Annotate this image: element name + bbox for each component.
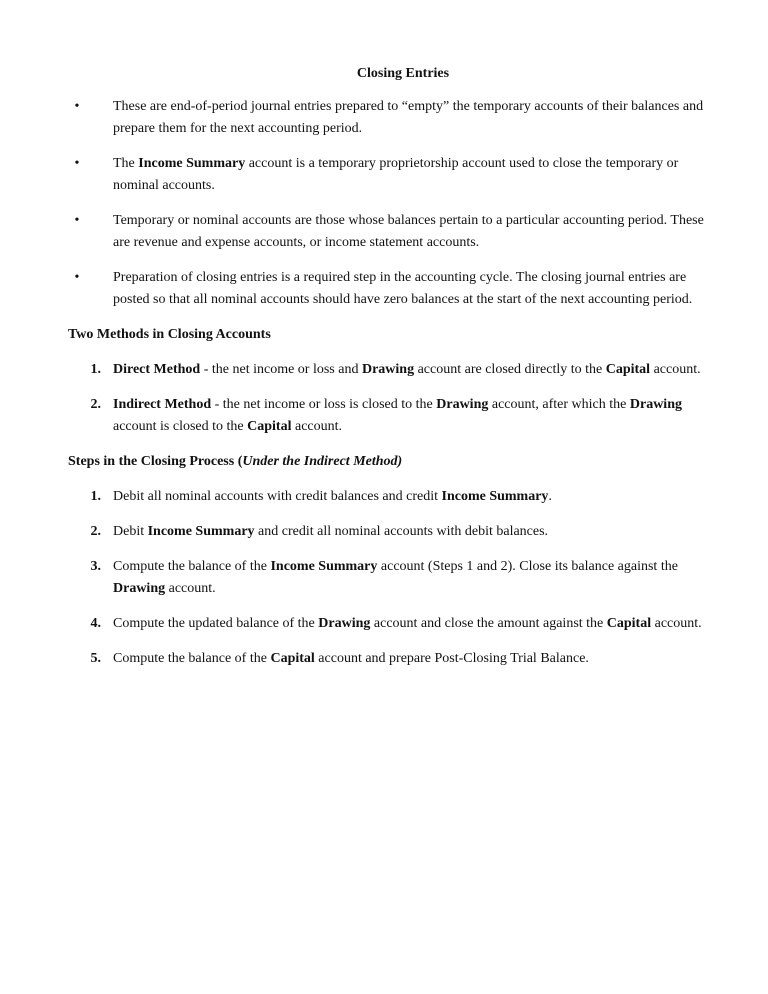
- step-item: [68, 613, 708, 635]
- bold-term: Capital: [605, 362, 651, 377]
- methods-heading: [68, 324, 708, 346]
- bold-term: Drawing: [629, 397, 682, 412]
- text-run: Debit: [113, 524, 148, 539]
- text-run: account.: [651, 616, 702, 631]
- item-number: 1.: [90, 489, 101, 504]
- italic-text: Under the Indirect Method): [242, 454, 403, 469]
- bold-term: Income Summary: [441, 489, 549, 504]
- text-run: account are closed directly to the: [414, 362, 606, 377]
- step-item: [68, 648, 708, 670]
- bold-term: Income Summary: [270, 559, 378, 574]
- bullet-icon: •: [74, 99, 80, 114]
- item-number: 1.: [90, 362, 101, 377]
- bullet-item: [68, 210, 708, 254]
- bullet-icon: •: [74, 156, 80, 171]
- text-run: account.: [165, 581, 216, 596]
- text-run: account and prepare Post-Closing Trial Balance.: [314, 651, 589, 666]
- item-number: 2.: [90, 524, 101, 539]
- bold-term: Capital: [270, 651, 315, 666]
- bold-term: Indirect Method: [113, 397, 212, 412]
- steps-list: [68, 486, 708, 670]
- text-run: The: [113, 156, 139, 171]
- text-run: Compute the updated balance of the: [113, 616, 319, 631]
- bold-term: Capital: [606, 616, 652, 631]
- text-run: - the net income or loss is closed to the: [211, 397, 437, 412]
- bold-term: Income Summary: [138, 156, 246, 171]
- item-number: 3.: [90, 559, 101, 574]
- text-run: Two Methods in Closing Accounts: [68, 327, 271, 342]
- bold-term: Drawing: [318, 616, 371, 631]
- bullet-item: [68, 96, 708, 140]
- text-run: account.: [650, 362, 701, 377]
- text-run: and credit all nominal accounts with debit balances.: [254, 524, 549, 539]
- intro-bullet-list: [68, 96, 708, 311]
- item-number: 2.: [90, 397, 101, 412]
- text-run: These are end-of-period journal entries prepared to “empty” the temporary accounts of their balances and prepare them for the next accounting period.: [113, 99, 704, 136]
- item-number: 5.: [90, 651, 101, 666]
- document-title: Closing Entries: [356, 66, 450, 81]
- bold-term: Drawing: [113, 581, 166, 596]
- text-run: Temporary or nominal accounts are those whose balances pertain to a particular accounting period. These are revenue and expense accounts, or income statement accounts.: [113, 213, 704, 250]
- bold-term: Drawing: [436, 397, 489, 412]
- method-item: [68, 359, 708, 381]
- method-item: [68, 394, 708, 438]
- item-number: 4.: [90, 616, 101, 631]
- text-run: .: [548, 489, 552, 504]
- text-run: Compute the balance of the: [113, 651, 271, 666]
- bullet-icon: •: [74, 213, 80, 228]
- steps-heading: [68, 451, 708, 473]
- bold-term: Direct Method: [113, 362, 201, 377]
- text-run: account.: [291, 419, 343, 434]
- bold-term: Drawing: [361, 362, 415, 377]
- step-item: [68, 486, 708, 508]
- text-run: account and close the amount against the: [370, 616, 607, 631]
- methods-list: [68, 359, 708, 438]
- text-run: Preparation of closing entries is a required step in the accounting cycle. The closing journal entries are posted so that all nominal accounts should have zero balances at the start of the next accounting period.: [113, 270, 693, 307]
- text-run: account is closed to the: [113, 419, 248, 434]
- text-run: Steps in the Closing Process (: [68, 454, 243, 469]
- text-run: account, after which the: [488, 397, 630, 412]
- document-page: [68, 63, 708, 683]
- step-item: [68, 556, 708, 600]
- bullet-item: [68, 267, 708, 311]
- text-run: - the net income or loss and: [200, 362, 362, 377]
- text-run: account is a temporary proprietorship account used to close the temporary or nominal accounts.: [113, 156, 679, 193]
- step-item: [68, 521, 708, 543]
- text-run: account (Steps 1 and 2). Close its balance against the: [377, 559, 678, 574]
- bullet-icon: •: [74, 270, 80, 285]
- text-run: Compute the balance of the: [113, 559, 271, 574]
- bullet-item: [68, 153, 708, 197]
- bold-term: Income Summary: [147, 524, 255, 539]
- bold-term: Capital: [247, 419, 292, 434]
- text-run: Debit all nominal accounts with credit balances and credit: [113, 489, 442, 504]
